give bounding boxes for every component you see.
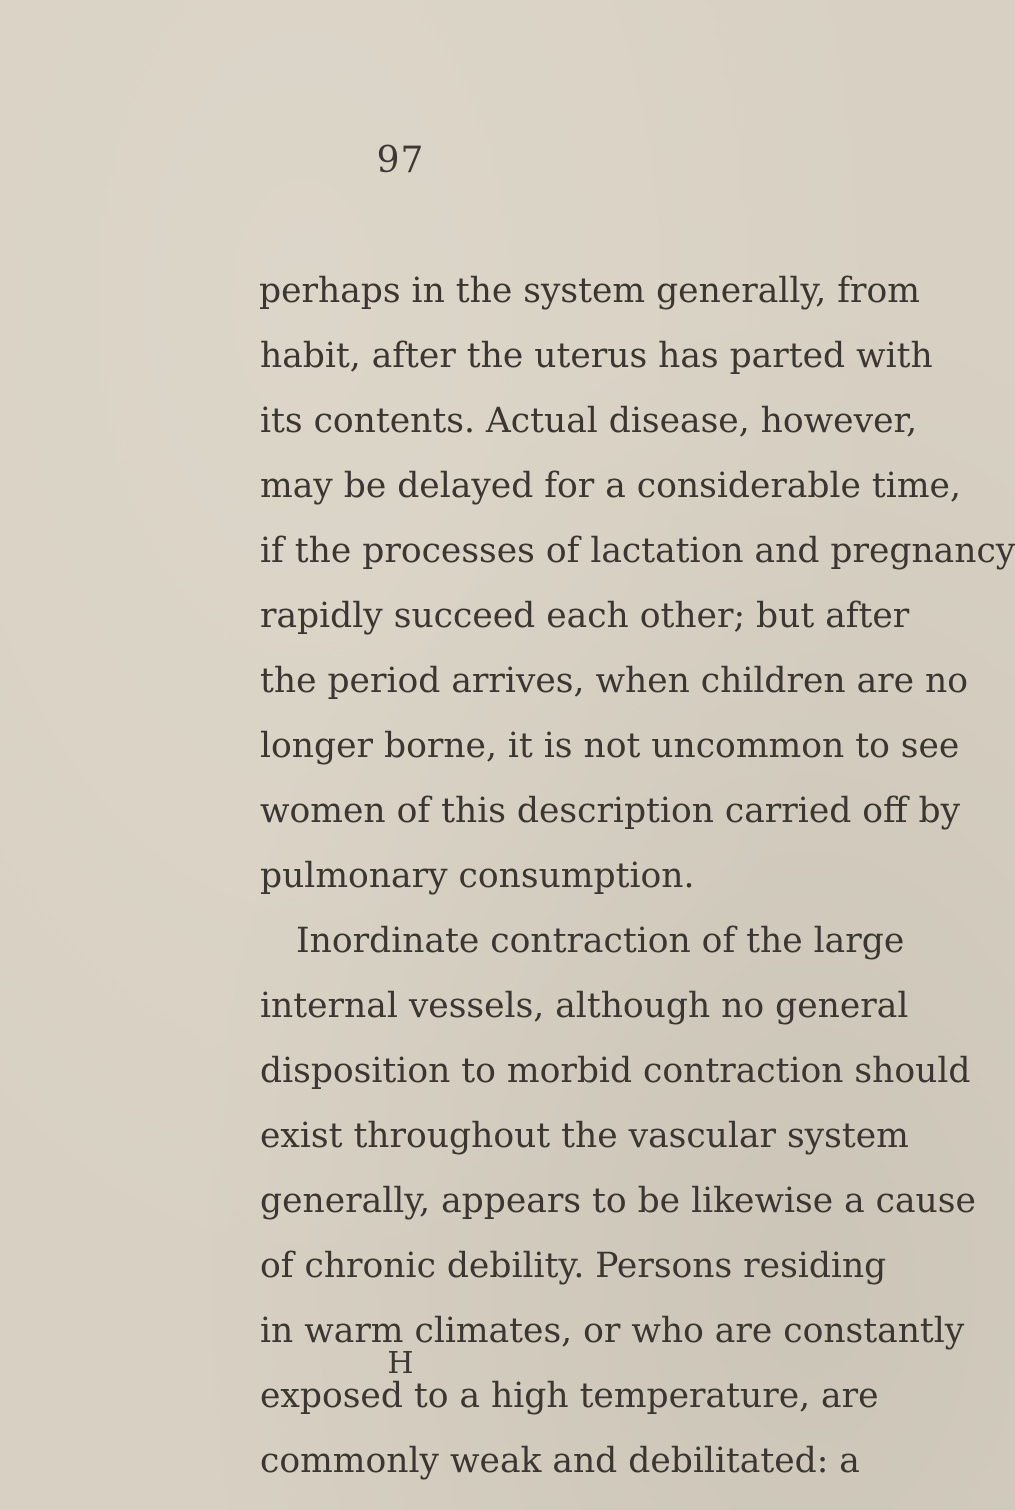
text-line: longer borne, it is not uncommon to see — [260, 726, 960, 766]
text-line: may be delayed for a considerable time, — [260, 466, 961, 506]
text-line: of chronic debility. Persons residing — [260, 1246, 887, 1286]
text-line: its contents. Actual disease, however, — [260, 401, 918, 441]
text-line: perhaps in the system generally, from — [259, 271, 920, 311]
text-line: commonly weak and debilitated: a — [260, 1441, 860, 1481]
text-line: exposed to a high temperature, are — [260, 1376, 879, 1416]
text-line: pulmonary consumption. — [260, 856, 695, 896]
text-line: women of this description carried off by — [260, 791, 961, 831]
text-line: internal vessels, although no general — [260, 986, 909, 1026]
text-line: rapidly succeed each other; but after — [260, 596, 910, 636]
text-line: if the processes of lactation and pregnancy — [260, 531, 1015, 571]
text-line: Inordinate contraction of the large — [296, 921, 905, 961]
text-line: disposition to morbid contraction should — [260, 1051, 971, 1091]
text-line: the period arrives, when children are no — [260, 661, 969, 701]
text-line: habit, after the uterus has parted with — [260, 336, 933, 376]
text-line: generally, appears to be likewise a cause — [260, 1181, 976, 1221]
page-number: 97 — [376, 140, 425, 181]
text-line: exist throughout the vascular system — [260, 1116, 909, 1156]
signature-mark: H — [387, 1346, 414, 1381]
text-line: in warm climates, or who are constantly — [260, 1311, 965, 1351]
